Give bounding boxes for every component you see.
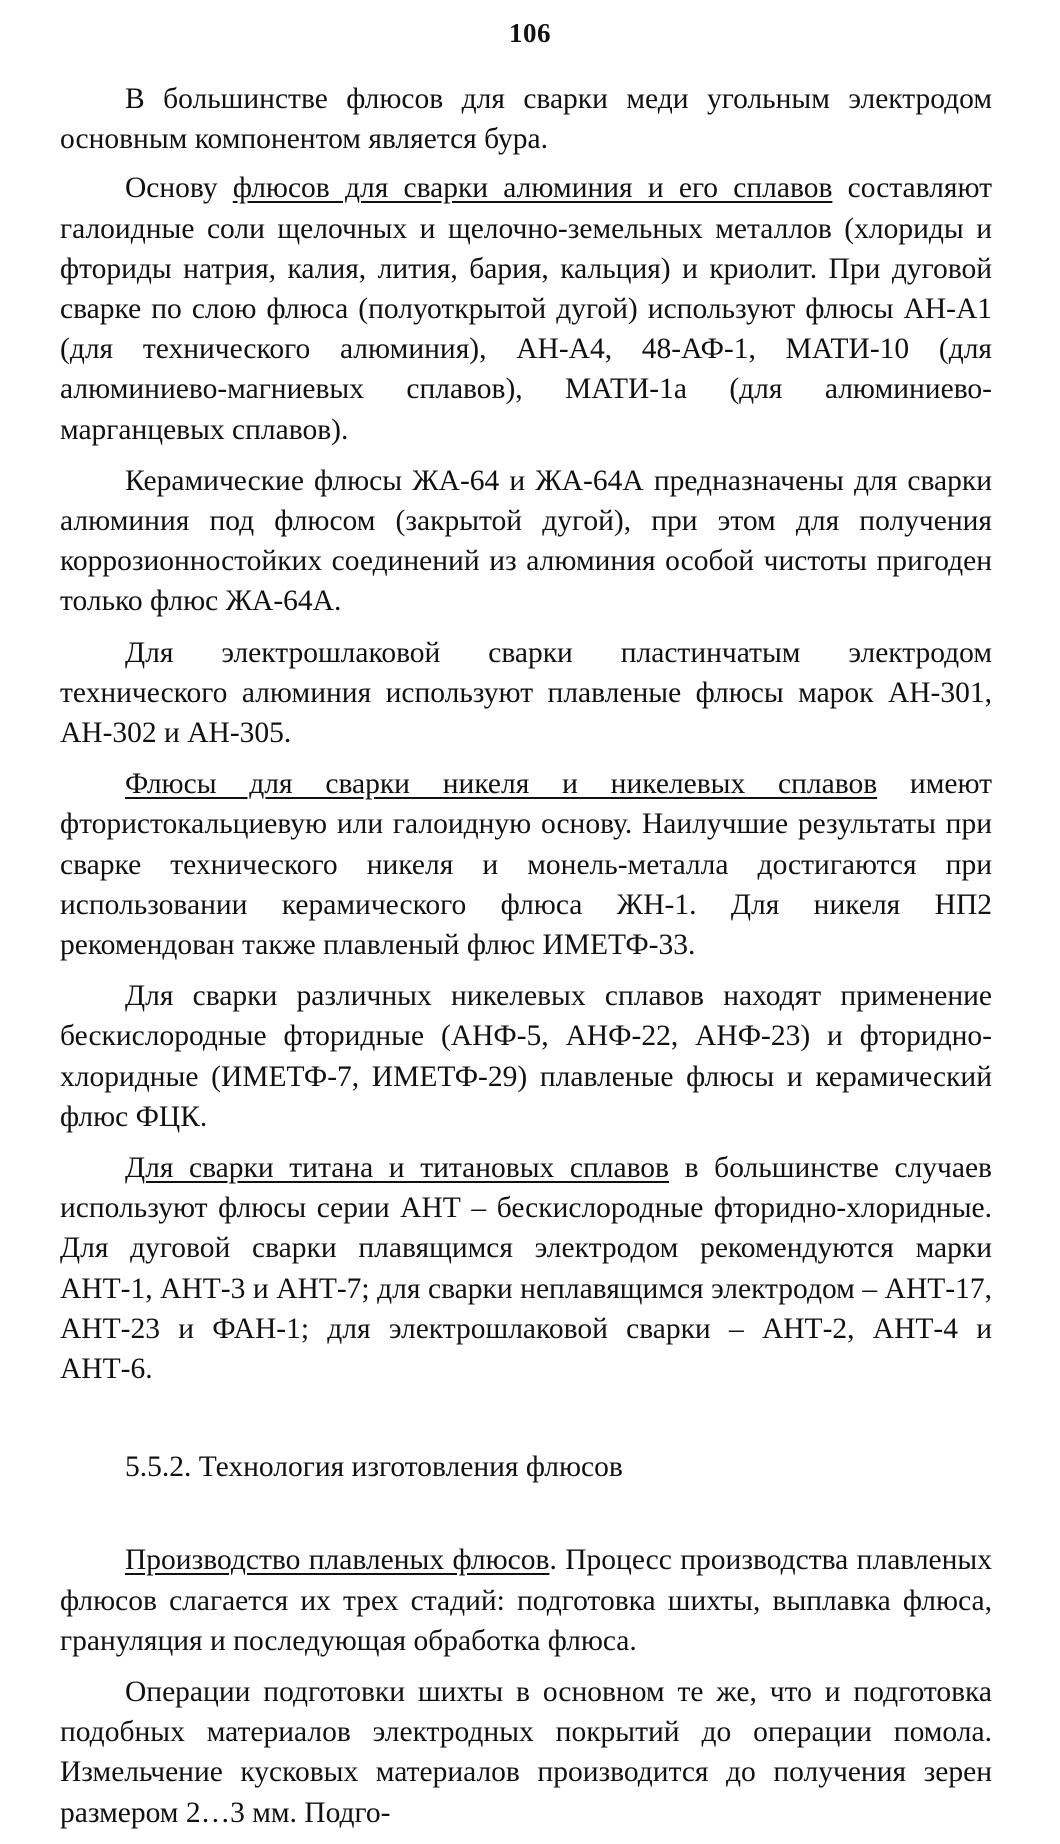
paragraph-8 (60, 1540, 992, 1661)
paragraph-6-text: Для сварки различных никелевых сплавов находят применение бескислородные фторидные (АНФ-5, АНФ-22, АНФ-23) и фторидно-хлоридные (ИМЕТФ-7, ИМЕТФ-29) плавленые флюсы и керамический флюс ФЦК. (60, 980, 992, 1133)
paragraph-2-pre: Основу (125, 172, 233, 205)
paragraph-8-text: . Процесс производства плавленых флюсов слагается их трех стадий: подготовка шихты, выплавка флюса, грануляция и последующая обработка флюса. (60, 1544, 992, 1657)
paragraph-8-underlined-lead: Производство плавленых флюсов (125, 1544, 550, 1577)
paragraph-4-text: Для электрошлаковой сварки пластинчатым электродом технического алюминия используют плавленые флюсы марок АН-301, АН-302 и АН-305. (60, 636, 992, 750)
paragraph-6 (60, 976, 992, 1137)
paragraph-5 (60, 764, 992, 965)
body-text (60, 79, 992, 1844)
paragraph-9 (60, 1672, 992, 1833)
page-number: 106 (509, 18, 551, 48)
paragraph-2-text: составляют галоидные соли щелочных и щелочно-земельных металлов (хлориды и фториды натрия, калия, лития, бария, кальция) и криолит. При дуговой сварке по слою флюса (полуоткрытой дугой) используют флюсы АН-А1 (для технического алюминия), АН-А4, 48-АФ-1, МАТИ-10 (для алюминиево-магниевых сплавов), МАТИ-1а (для алюминиево-марганцевых сплавов). (60, 172, 992, 446)
section-heading: 5.5.2. Технология изготовления флюсов (125, 1451, 623, 1484)
paragraph-2 (60, 168, 992, 449)
paragraph-3 (60, 461, 992, 622)
paragraph-2-underlined-lead: флюсов для сварки алюминия и его сплавов (232, 172, 833, 205)
paragraph-7-underlined-lead: Для сварки титана и титановых сплавов (125, 1152, 669, 1185)
paragraph-3-text: Керамические флюсы ЖА-64 и ЖА-64А предназначены для сварки алюминия под флюсом (закрытой дугой), при этом для получения коррозионностойких соединений из алюминия особой чистоты пригоден только флюс ЖА-64А. (60, 464, 992, 618)
paragraph-7 (60, 1148, 992, 1389)
paragraph-9-text: Операции подготовки шихты в основном те же, что и подготовка подобных материалов электродных покрытий до операции помола. Измельчение кусковых материалов производится до получения зерен размером 2…3 мм. Подго- (60, 1675, 992, 1829)
paragraph-4 (60, 633, 992, 754)
paragraph-7-text: в большинстве случаев используют флюсы серии АНТ – бескислородные фторидно-хлоридные. Для дуговой сварки плавящимся электродом рекомендуются марки АНТ-1, АНТ-3 и АНТ-7; для сварки неплавящимся электродом – АНТ-17, АНТ-23 и ФАН-1; для электрошлаковой сварки – АНТ-2, АНТ-4 и АНТ-6. (60, 1152, 992, 1386)
paragraph-1 (60, 79, 992, 159)
paragraph-1-text: В большинстве флюсов для сварки меди угольным электродом основным компонентом является бура. (60, 83, 992, 156)
paragraph-5-text: имеют фтористокальциевую или галоидную основу. Наилучшие результаты при сварке технического никеля и монель-металла достигаются при использовании керамического флюса ЖН-1. Для никеля НП2 рекомендован также плавленый флюс ИМЕТФ-33. (60, 768, 992, 962)
paragraph-5-underlined-lead: Флюсы для сварки никеля и никелевых сплавов (125, 768, 878, 801)
